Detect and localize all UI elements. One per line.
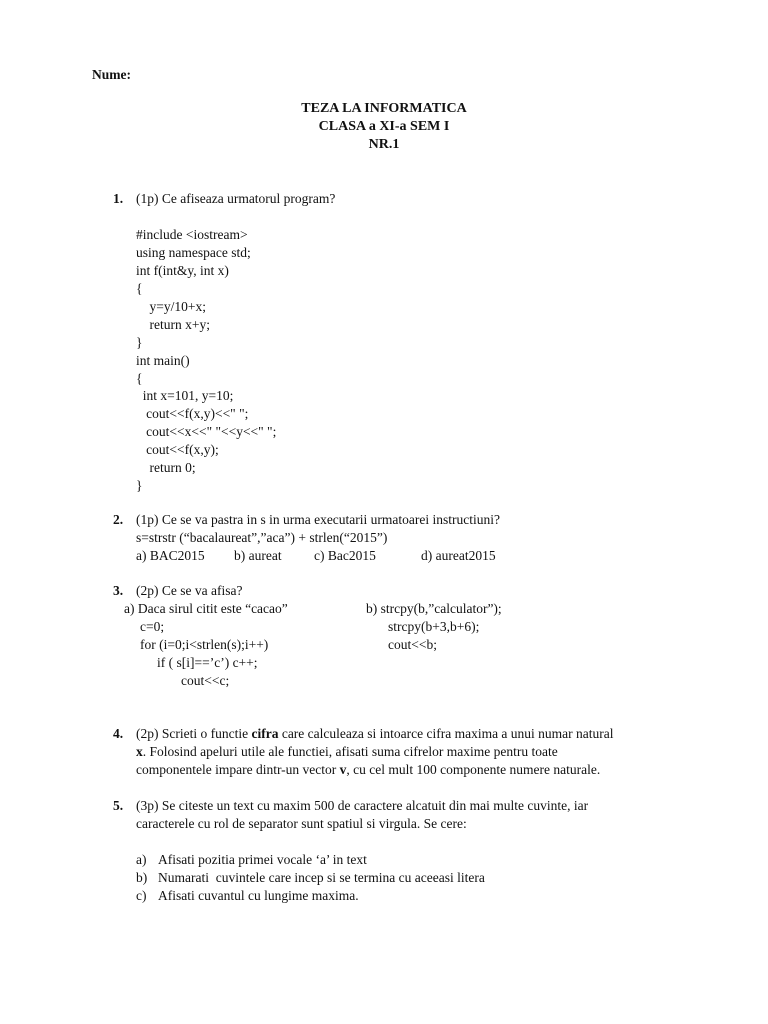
code-line: using namespace std; [136, 245, 251, 260]
code-line: int f(int&y, int x) [136, 263, 229, 278]
q4-line-3 [136, 761, 600, 779]
q2-text: (1p) Ce se va pastra in s in urma executarii urmatoarei instructiuni? [136, 512, 500, 527]
code-line: return x+y; [136, 317, 210, 332]
q3-left-line: if ( s[i]==’c’) c++; [157, 655, 258, 670]
q4-line3-before: componentele impare dintr-un vector [136, 762, 340, 777]
q5-item-text: Numarati cuvintele care incep si se termina cu aceeasi litera [158, 870, 485, 885]
q5-number: 5. [113, 798, 124, 813]
q5-item-label: c) [136, 888, 147, 903]
code-line: { [136, 281, 143, 296]
q1-text: (1p) Ce afiseaza urmatorul program? [136, 191, 336, 206]
q3-left-line: c=0; [140, 619, 165, 634]
q2-option-d: d) aureat2015 [421, 548, 496, 563]
q2-expression: s=strstr (“bacalaureat”,”aca”) + strlen(“2015”) [136, 530, 388, 545]
name-label: Nume: [92, 67, 131, 82]
q4-line-1 [136, 725, 614, 743]
q5-text-line: caracterele cu rol de separator sunt spatiul si virgula. Se cere: [136, 816, 467, 831]
q4-var-x: x [136, 744, 143, 759]
q2-option-c: c) Bac2015 [314, 548, 376, 563]
q4-line-2 [136, 743, 558, 761]
q3-right-line: strcpy(b+3,b+6); [388, 619, 480, 634]
q3-text: (2p) Ce se va afisa? [136, 583, 243, 598]
q4-line3-after: , cu cel mult 100 componente numere naturale. [346, 762, 601, 777]
code-line: cout<<x<<" "<<y<<" "; [136, 424, 277, 439]
code-line: cout<<f(x,y)<<" "; [136, 406, 249, 421]
q4-var-v: v [339, 762, 347, 777]
q4-function-name: cifra [251, 726, 279, 741]
q3-left-line: for (i=0;i<strlen(s);i++) [140, 637, 269, 652]
code-line: int main() [136, 353, 190, 368]
q5-text-line: (3p) Se citeste un text cu maxim 500 de caractere alcatuit din mai multe cuvinte, iar [136, 798, 589, 813]
exam-number: NR.1 [368, 137, 400, 152]
q4-line2-after: . Folosind apeluri utile ale functiei, afisati suma cifrelor maxime pentru toate [142, 744, 558, 759]
code-line: } [136, 478, 143, 493]
q4-number: 4. [113, 726, 124, 741]
code-line: cout<<f(x,y); [136, 442, 219, 457]
q1-number: 1. [113, 191, 124, 206]
q3-left-line: a) Daca sirul citit este “cacao” [124, 601, 288, 616]
q2-option-a: a) BAC2015 [136, 548, 205, 563]
q3-number: 3. [113, 583, 124, 598]
q3-right-line: cout<<b; [388, 637, 437, 652]
q5-item-label: b) [136, 870, 148, 885]
code-line: int x=101, y=10; [136, 388, 234, 403]
q5-item-text: Afisati pozitia primei vocale ‘a’ in text [158, 852, 367, 867]
q2-number: 2. [113, 512, 124, 527]
exam-title: TEZA LA INFORMATICA [301, 101, 467, 116]
q3-left-line: cout<<c; [181, 673, 230, 688]
q3-right-line: b) strcpy(b,”calculator”); [366, 601, 502, 616]
q5-item-text: Afisati cuvantul cu lungime maxima. [158, 888, 359, 903]
code-line: return 0; [136, 460, 196, 475]
code-line: } [136, 335, 143, 350]
code-line: { [136, 371, 143, 386]
q4-line1-before: (2p) Scrieti o functie [136, 726, 252, 741]
code-line: y=y/10+x; [136, 299, 206, 314]
q2-option-b: b) aureat [234, 548, 282, 563]
q5-item-label: a) [136, 852, 147, 867]
code-line: #include <iostream> [136, 227, 248, 242]
exam-class: CLASA a XI-a SEM I [318, 119, 450, 134]
q4-line1-after: care calculeaza si intoarce cifra maxima a unui numar natural [278, 726, 614, 741]
